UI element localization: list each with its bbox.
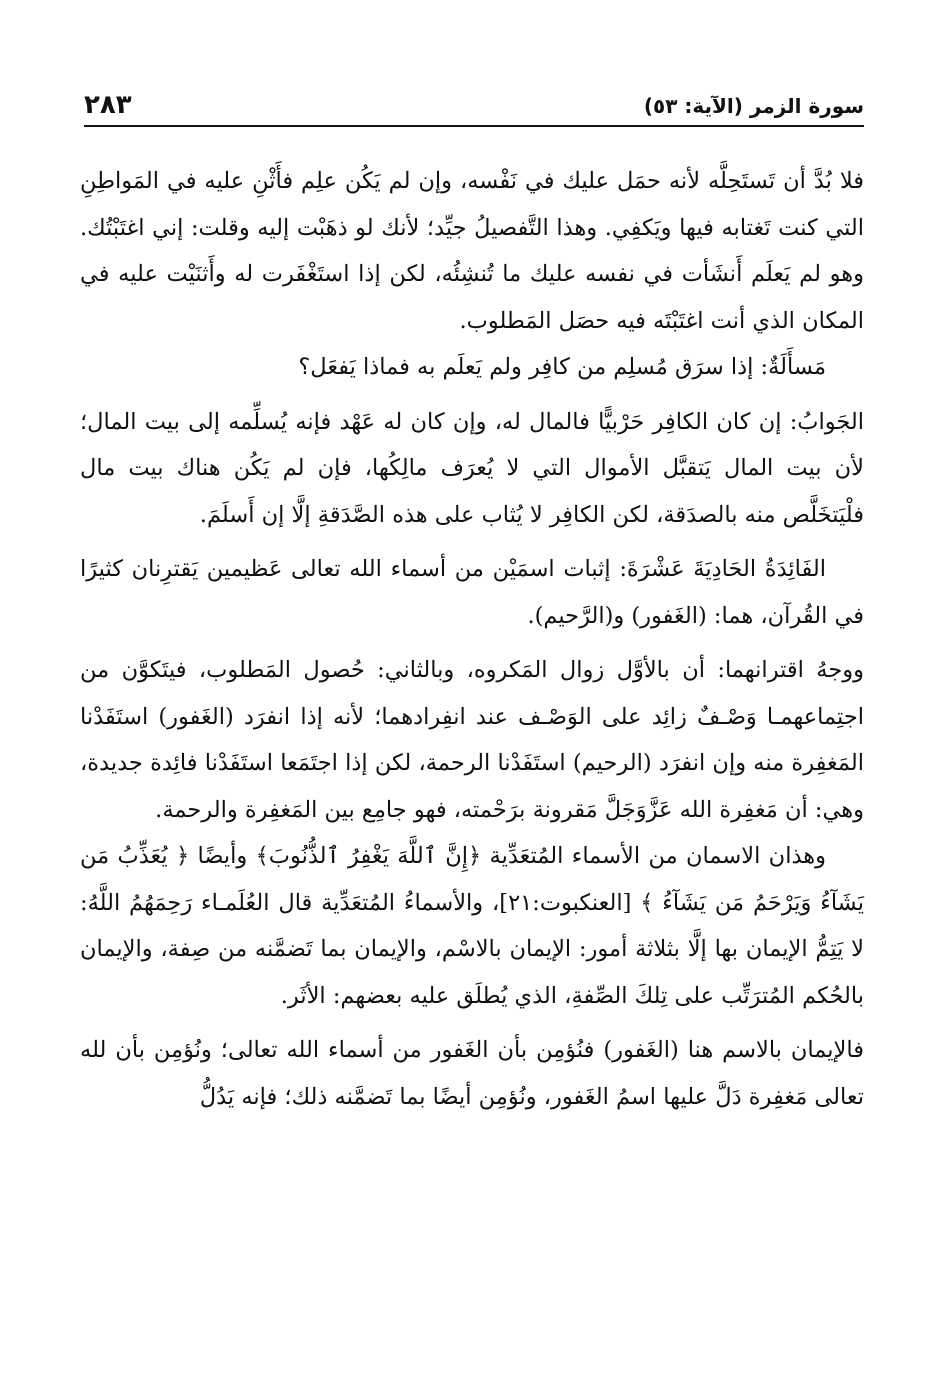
running-header [84, 86, 864, 122]
running-header-title: سورة الزمر (الآية: ٥٣) [643, 94, 864, 118]
paragraph-benefit-eleven: الفَائِدَةُ الحَادِيَةَ عَشْرَةَ: إثبات اسمَيْن من أسماء الله تعالى عَظيمين يَقترِنان كثيرًا في القُرآن، هما: (الغَفور) و(الرَّحيم). [80, 556, 864, 629]
paragraph-faith-in-name: فالإيمان بالاسم هنا (الغَفور) فنُؤمِن بأن الغَفور من أسماء الله تعالى؛ ونُؤمِن بأن لله تعالى مَغفِرة دَلَّ عليها اسمُ الغَفور، ونُؤمِن أيضًا بما تَضمَّنه ذلك؛ فإنه يَدُلُّ [80, 1037, 864, 1110]
paragraph-backbiting-repentance: فلا بُدَّ أن تَستَحِلَّه لأنه حمَل عليك في نَفْسه، وإن لم يَكُن علِم فأَثْنِ عليه في المَواطِنِ التي كنت تَغتابه فيها ويَكفِي. وهذا التَّفصيلُ جيِّد؛ لأنك لو ذهَبْت إليه وقلت: إني اغتَبْتُك. وهو لم يَعلَم أَنشَأت في نفسه عليك ما تُنشِئُه، لكن إذا استَغْفَرت له وأَثنَيْت عليه في المكان الذي أنت اغتَبْتَه فيه حصَل المَطلوب. [80, 168, 864, 334]
paragraph-pairing-reason: ووجهُ اقترانهما: أن بالأوَّل زوال المَكروه، وبالثاني: حُصول المَطلوب، فيتَكوَّن من اجتِماعهمـا وَصْـفٌ زائِد على الوَصْـف عند انفِرادهما؛ لأنه إذا انفرَد (الغَفور) استَفَدْنا المَغفِرة منه وإن انفرَد (الرحيم) استَفَدْنا الرحمة، لكن إذا اجتَمَعا استَفَدْنا فائِدة جديدة، وهي: أن مَغفِرة الله عَزَّوَجَلَّ مَقرونة برَحْمته، فهو جامِع بين المَغفِرة والرحمة. [80, 657, 864, 823]
page-body [80, 158, 864, 1120]
paragraph-answer: الجَوابُ: إن كان الكافِر حَرْبيًّا فالمال له، وإن كان له عَهْد فإنه يُسلِّمه إلى بيت المال؛ لأن بيت المال يَتقبَّل الأموال التي لا يُعرَف مالِكُها، فإن لم يَكُن هناك بيت مال فلْيَتخَلَّص منه بالصدَقة، لكن الكافِر لا يُثاب على هذه الصَّدَقةِ إلَّا إن أَسلَمَ. [80, 408, 864, 528]
paragraph-question: مَسأَلَةٌ: إذا سرَق مُسلِم من كافِر ولم يَعلَم به فماذا يَفعَل؟ [298, 354, 826, 380]
paragraph-transitive-names: وهذان الاسمان من الأسماء المُتعَدِّية ﴿إِنَّ ٱللَّهَ يَغْفِرُ ٱلذُّنُوبَ﴾ وأيضًا ﴿ يُعَذِّبُ مَن يَشَآءُ وَيَرْحَمُ مَن يَشَآءُ ﴾ [العنكبوت:٢١]، والأسماءُ المُتعَدِّية قال العُلَمـاء رَحِمَهُمُ اللَّهُ: لا يَتِمُّ الإيمان بها إلَّا بثلاثة أمور: الإيمان بالاسْم، والإيمان بما تَضمَّنه من صِفة، والإيمان بالحُكم المُترَتِّب على تِلكَ الصِّفةِ، الذي يُطلَق عليه بعضهم: الأثَر. [80, 843, 865, 1009]
header-divider [84, 125, 864, 127]
page-number: ٢٨٣ [84, 90, 132, 120]
